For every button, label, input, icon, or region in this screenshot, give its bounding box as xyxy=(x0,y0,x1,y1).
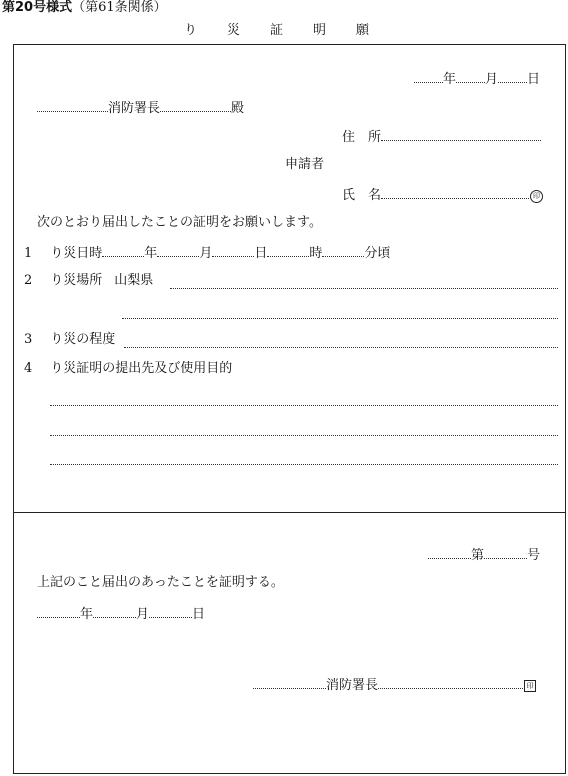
chief-label: 消防署長 xyxy=(326,678,379,693)
form-reference: （第61条関係） xyxy=(72,0,167,15)
fire-station-field[interactable] xyxy=(253,676,326,689)
month-field[interactable] xyxy=(157,244,199,257)
item-label: り災場所 xyxy=(50,273,103,288)
certificate-prefix-field[interactable] xyxy=(428,546,471,559)
form-header xyxy=(2,0,167,16)
purpose-field-line-2[interactable] xyxy=(50,435,558,436)
month-field[interactable] xyxy=(456,70,485,83)
request-statement: 次のとおり届出したことの証明をお願いします。 xyxy=(37,215,322,230)
applicant-label: 申請者 xyxy=(285,157,325,172)
address-label: 住 所 xyxy=(342,130,382,145)
form-number: 第20号様式 xyxy=(2,0,73,15)
item-number: 4 xyxy=(24,361,33,376)
application-date: 年 月 日 xyxy=(414,70,540,88)
honorific: 殿 xyxy=(231,101,245,116)
fire-station-field[interactable] xyxy=(37,99,108,112)
damage-extent-field[interactable] xyxy=(124,347,558,348)
hour-field[interactable] xyxy=(267,244,309,257)
chief-name-field[interactable] xyxy=(160,99,231,112)
prefecture-label: 山梨県 xyxy=(114,273,154,288)
chief-name-field[interactable] xyxy=(378,676,523,689)
item-1-disaster-datetime: 1 り災日時 年 月 日 時 分頃 xyxy=(24,246,391,261)
purpose-field-line-1[interactable] xyxy=(50,405,558,406)
item-number: 1 xyxy=(24,246,33,261)
applicant-address xyxy=(342,128,541,146)
purpose-field-line-3[interactable] xyxy=(50,464,558,465)
item-number: 2 xyxy=(24,273,33,288)
item-label: り災日時 xyxy=(50,246,103,261)
minute-field[interactable] xyxy=(322,244,364,257)
item-4-purpose xyxy=(24,361,232,377)
address-field[interactable] xyxy=(381,128,541,141)
certificate-number-field[interactable] xyxy=(484,546,527,559)
certifying-chief xyxy=(253,676,536,694)
month-field[interactable] xyxy=(93,605,136,618)
location-field-line-1[interactable] xyxy=(170,288,558,289)
certificate-number: 第 号 xyxy=(428,546,540,564)
year-field[interactable] xyxy=(37,605,80,618)
form-frame xyxy=(13,44,566,774)
location-field-line-2[interactable] xyxy=(122,318,558,319)
day-field[interactable] xyxy=(498,70,527,83)
chief-label: 消防署長 xyxy=(108,101,161,116)
name-label: 氏 名 xyxy=(342,188,382,203)
year-field[interactable] xyxy=(414,70,443,83)
section-divider xyxy=(13,512,566,513)
item-number: 3 xyxy=(24,332,33,347)
day-field[interactable] xyxy=(212,244,254,257)
item-3-damage-extent xyxy=(24,332,115,348)
item-label: り災の程度 xyxy=(50,332,116,347)
name-field[interactable] xyxy=(381,186,529,199)
official-seal-mark: 印 xyxy=(524,680,536,692)
applicant-name xyxy=(342,186,543,204)
year-field[interactable] xyxy=(102,244,144,257)
seal-mark: 印 xyxy=(530,190,543,203)
form-title: り災証明願 xyxy=(184,23,400,38)
certification-statement: 上記のこと届出のあったことを証明する。 xyxy=(37,575,284,590)
addressee xyxy=(37,99,244,117)
certification-date: 年 月 日 xyxy=(37,605,205,623)
item-label: り災証明の提出先及び使用目的 xyxy=(50,361,233,376)
item-2-disaster-location xyxy=(24,273,153,289)
day-field[interactable] xyxy=(149,605,192,618)
